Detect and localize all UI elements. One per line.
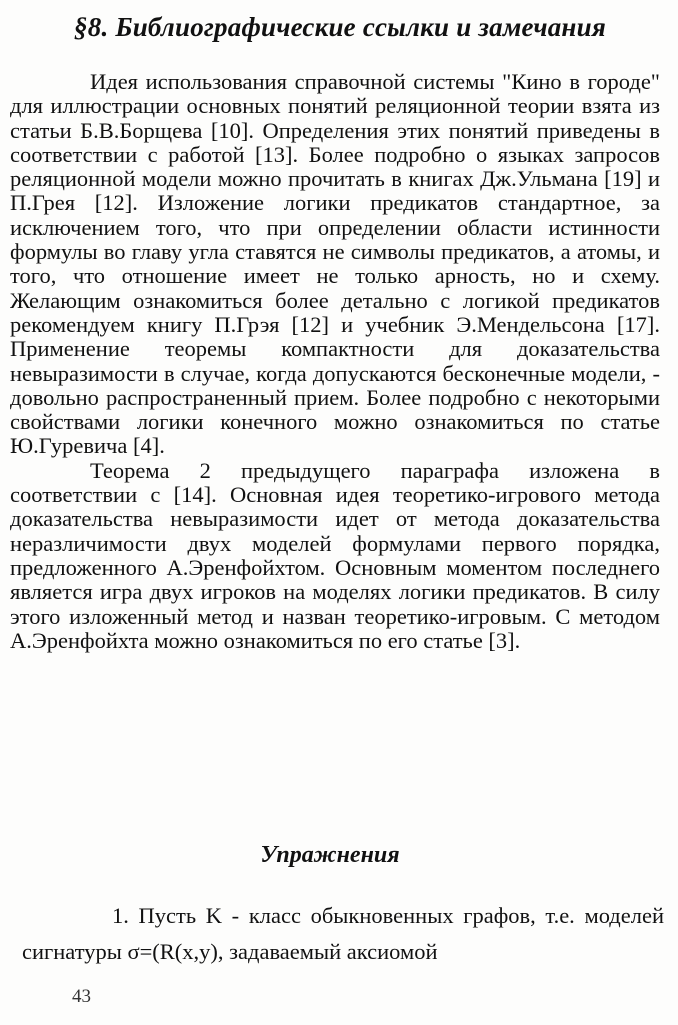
paragraph-bibliography: Идея использования справочной системы "Кино в городе" для иллюстрации основных понятий реляционной теории взята из статьи Б.В.Борщева [10]. Определения этих понятий приведены в соответствии с работой [13]. Более подробно о языках запросов реляционной модели можно прочитать в книгах Дж.Ульмана [19] и П.Грея [12]. Изложение логики предикатов стандартное, за исключением того, что при определении области истинности формулы во главу угла ставятся не символы предикатов, а атомы, и того, что отношение имеет не только арность, но и схему. Желающим ознакомиться более детально с логикой предикатов рекомендуем книгу П.Грэя [12] и учебник Э.Мендельсона [17]. Применение теоремы компактности для доказательства невыразимости в случае, когда допускаются бесконечные модели, - довольно распространенный прием. Более подробно с некоторыми свойствами логики конечного можно ознакомиться по статье Ю.Гуревича [4]. xyxy=(10,69,660,459)
section-title: §8. Библиографические ссылки и замечания xyxy=(74,12,606,42)
section-body xyxy=(10,70,660,653)
paragraph-theorem-2: Теорема 2 предыдущего параграфа изложена в соответствии с [14]. Основная идея теоретико-игрового метода доказательства невыразимости идет от метода доказательства неразличимости двух моделей формулами первого порядка, предложенного А.Эренфойхтом. Основным моментом последнего является игра двух игроков на моделях логики предикатов. В силу этого изложенный метод и назван теоретико-игровым. С методом А.Эренфойхта можно ознакомиться по его статье [3]. xyxy=(10,457,660,653)
exercise-list xyxy=(22,898,664,970)
page-number: 43 xyxy=(72,986,91,1007)
exercises-title: Упражнения xyxy=(260,842,400,868)
exercise-item-1: 1. Пусть K - класс обыкновенных графов, т.е. моделей сигнатуры σ=(R(x,y), задаваемый аксиомой xyxy=(22,903,664,964)
